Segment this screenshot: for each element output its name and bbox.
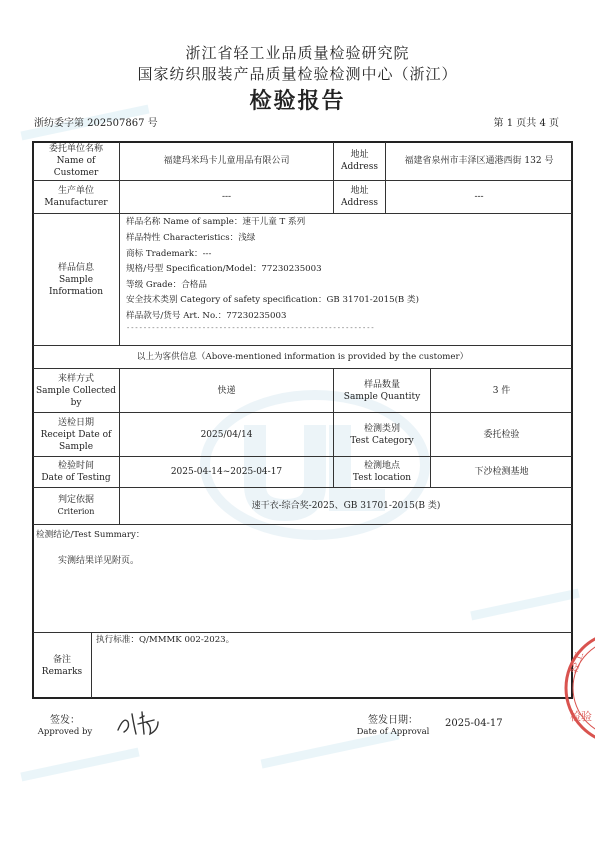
receipt-date-value: 2025/04/14: [200, 429, 253, 440]
criterion-label-cn: 判定依据: [57, 495, 94, 505]
collection-label-en2: by: [70, 397, 82, 408]
customer-label-en: Name of Customer: [53, 156, 99, 178]
customer-address-label: [334, 142, 385, 180]
remarks-label-cn: 备注: [52, 654, 71, 665]
sample-separator: -----------------------------------------------------------: [126, 324, 375, 332]
approval-date-value: 2025-04-17: [445, 718, 503, 729]
security-band: [20, 748, 139, 782]
approved-by-label-en: Approved by: [37, 727, 93, 737]
collection-label-en1: Sample Collected: [35, 385, 117, 396]
approval-date-label-cn: 签发日期：: [368, 715, 418, 726]
sample-info-label-cn: 样品信息: [57, 262, 94, 273]
testing-date-label-cn: 检验时间: [57, 461, 94, 471]
row-divider: [33, 524, 572, 525]
collection-value: 快递: [217, 385, 236, 396]
receipt-date-label-en1: Receipt Date of: [40, 429, 112, 440]
test-summary-text: 实测结果详见附页。: [58, 556, 140, 566]
official-seal: [560, 628, 595, 748]
remarks-label: [33, 633, 91, 698]
sample-grade-line: 等级 Grade：合格品: [126, 280, 207, 290]
manufacturer-label-en: Manufacturer: [44, 198, 108, 208]
quantity-label-cn: 样品数量: [363, 379, 400, 390]
criterion-label: [33, 488, 119, 524]
test-location-label-en: Test location: [352, 473, 412, 483]
customer-provided-note: 以上为客供信息（Above-mentioned information is provided by the customer）: [136, 352, 469, 362]
testing-date-label-en: Date of Testing: [41, 473, 111, 483]
sample-art-no-line: 样品款号/货号 Art. No.：77230235003: [126, 311, 287, 321]
manufacturer-address-label: [334, 181, 385, 213]
sample-spec-line: 规格/号型 Specification/Model：77230235003: [126, 264, 322, 274]
test-summary-label: 检测结论/Test Summary：: [36, 530, 145, 540]
collection-label: [33, 369, 119, 412]
sample-characteristics-line: 样品特性 Characteristics：浅绿: [126, 233, 256, 243]
remarks-label-en: Remarks: [41, 666, 83, 677]
manufacturer-address-label-cn: 地址: [350, 186, 369, 196]
testing-date-value: 2025-04-14~2025-04-17: [170, 467, 283, 477]
sample-trademark-line: 商标 Trademark：---: [126, 249, 212, 259]
criterion-value: 速干衣-综合奖-2025、GB 31701-2015(B 类): [251, 501, 441, 511]
org-name-line2: 国家纺织服装产品质量检验检测中心（浙江）: [137, 65, 458, 83]
customer-label-cn: 委托单位名称: [48, 144, 103, 154]
test-location-label-cn: 检测地点: [363, 461, 400, 471]
customer-address-value: 福建省泉州市丰泽区通港西街 132 号: [404, 156, 554, 166]
collection-label-cn: 来样方式: [57, 373, 94, 384]
svg-text:轻工: 轻工: [566, 649, 587, 676]
customer-address-label-en: Address: [341, 162, 378, 172]
svg-text:检验: 检验: [570, 710, 592, 723]
manufacturer-value: ---: [221, 192, 232, 202]
org-name-line1: 浙江省轻工业品质量检验研究院: [185, 44, 410, 62]
report-title: 检验报告: [249, 88, 346, 114]
test-category-value: 委托检验: [483, 429, 520, 440]
sample-info-label-en1: Sample: [58, 274, 94, 285]
receipt-date-label: [33, 413, 119, 456]
sample-info-label-en2: Information: [48, 286, 103, 297]
receipt-date-label-en2: Sample: [58, 441, 94, 452]
customer-value: 福建玛米玛卡儿童用品有限公司: [163, 156, 290, 166]
sample-name-line: 样品名称 Name of sample：速干儿童 T 系列: [126, 217, 306, 227]
approval-date-label-en: Date of Approval: [356, 727, 430, 737]
test-category-label-en: Test Category: [350, 435, 414, 446]
sample-safety-line: 安全技术类别 Category of safety specification：GB 31701-2015(B 类): [126, 295, 419, 305]
row-divider: [33, 632, 572, 633]
approver-signature: [114, 708, 162, 738]
sample-info-label: [33, 214, 119, 345]
quantity-label: [334, 369, 430, 412]
report-number: 浙纺委字第 202507867 号: [34, 118, 158, 129]
page-info: 第 1 页共 4 页: [493, 118, 559, 129]
test-category-label-cn: 检测类别: [363, 423, 400, 434]
col-divider: [91, 632, 92, 698]
approved-by-label-cn: 签发：: [50, 715, 80, 726]
manufacturer-label: [33, 181, 119, 213]
testing-date-label: [33, 457, 119, 487]
test-category-label: [334, 413, 430, 456]
manufacturer-address-value: ---: [474, 192, 484, 202]
criterion-label-en: Criterion: [57, 507, 95, 516]
quantity-label-en: Sample Quantity: [343, 391, 421, 402]
manufacturer-address-label-en: Address: [341, 198, 378, 208]
manufacturer-label-cn: 生产单位: [57, 186, 94, 196]
test-location-label: [334, 457, 430, 487]
remarks-text: 执行标准：Q/MMMK 002-2023。: [96, 635, 235, 645]
receipt-date-label-cn: 送检日期: [57, 417, 94, 428]
customer-address-label-cn: 地址: [350, 150, 369, 160]
test-location-value: 下沙检测基地: [474, 467, 529, 477]
customer-label: [33, 142, 119, 180]
quantity-value: 3 件: [492, 385, 511, 396]
